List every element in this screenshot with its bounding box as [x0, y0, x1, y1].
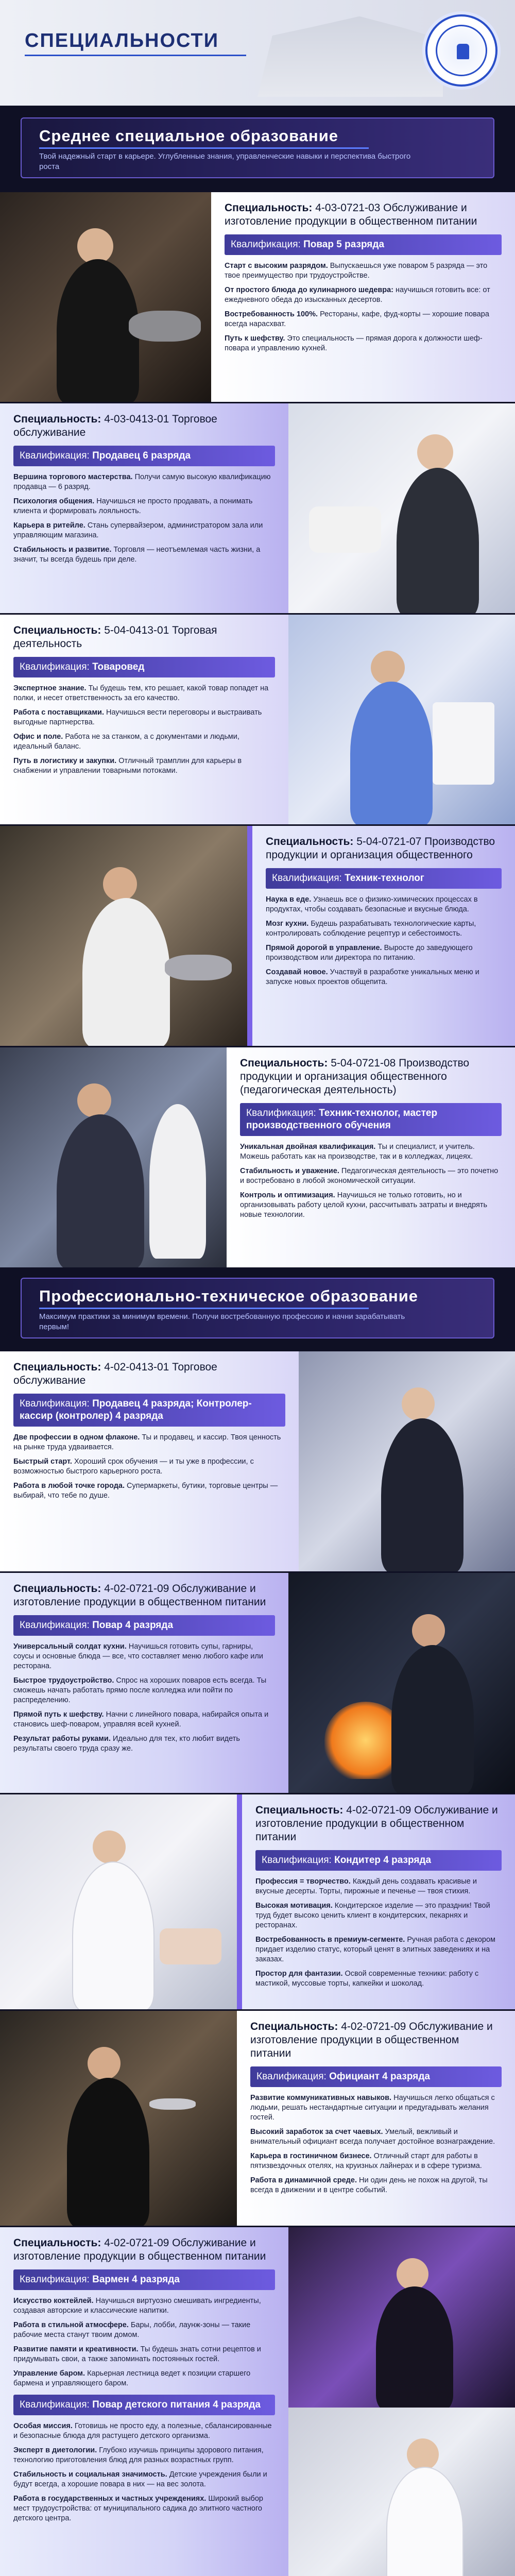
specialty-card: [0, 2226, 515, 2576]
benefit-item: Путь к шефству. Это специальность — прямая дорога к должности шеф-повара и управлению кухней.: [225, 334, 483, 352]
card-info: [242, 1794, 515, 2009]
card-info: [0, 403, 288, 613]
qualification-badge: Квалификация: Кондитер 4 разряда: [255, 1850, 502, 1871]
specialty-card: [0, 1793, 515, 2009]
specialty-card: [0, 824, 515, 1046]
specialty-name: Специальность: 4-03-0721-03 Обслуживание и изготовление продукции в общественном питании: [225, 202, 477, 227]
card-accent: [237, 1794, 242, 2009]
qualification-badge: Квалификация: Повар детского питания 4 разряда: [13, 2395, 275, 2415]
photo-cashier: [299, 1351, 515, 1571]
benefit-item: Прямой путь к шефству. Начни с линейного повара, набирайся опыта и становись шеф-поваром, управляя всей кухней.: [13, 1710, 269, 1728]
section-title-bar: [39, 147, 369, 149]
benefit-item: Две профессии в одном флаконе. Ты и продавец, и кассир. Твоя ценность на рынке труда удваивается.: [13, 1433, 281, 1451]
benefit-item: Путь в логистику и закупки. Отличный трамплин для карьеры в снабжении и управлении товарными потоками.: [13, 757, 242, 775]
benefit-item: Старт с высоким разрядом. Выпускаешься уже поваром 5 разряда — это твое преимущество при трудоустройстве.: [225, 262, 488, 280]
specialty-name: Специальность: 5-04-0721-07 Производство продукции и организация общественного: [266, 836, 495, 861]
college-logo: [425, 14, 497, 87]
specialty-name: Специальность: 5-04-0721-08 Производство продукции и организация общественного (педагогическая деятельность): [240, 1057, 470, 1096]
section-title: Среднее специальное образование: [39, 127, 339, 145]
benefit-item: Высокий заработок за счет чаевых. Умелый, вежливый и внимательный официант всегда получает достойное вознаграждение.: [250, 2128, 495, 2146]
qualification-badge: Квалификация: Вармен 4 разряда: [13, 2269, 275, 2290]
specialty-card: [0, 191, 515, 402]
specialty-card: [0, 1046, 515, 1267]
qualification-badge: Квалификация: Продавец 6 разряда: [13, 446, 275, 466]
page-title: СПЕЦИАЛЬНОСТИ: [25, 30, 219, 52]
card-accent: [247, 826, 252, 1046]
card-info: [0, 1351, 299, 1571]
page-header: [0, 0, 515, 106]
benefit-item: Востребованность 100%. Рестораны, кафе, фуд-корты — хорошие повара всегда нарасхват.: [225, 310, 489, 328]
benefit-item: Прямой дорогой в управление. Выросте до заведующего производством или директора по питанию.: [266, 944, 473, 962]
card-info: [237, 2011, 515, 2226]
benefit-item: Работа в любой точке города. Супермаркеты, бутики, торговые центры — выбирай, что тебе по душе.: [13, 1482, 278, 1500]
photo-cook-fire: [288, 1573, 515, 1793]
qualification-badge: Квалификация: Товаровед: [13, 657, 275, 677]
benefit-item: Управление баром. Карьерная лестница ведет к позиции старшего бармена и управляющего баром.: [13, 2369, 251, 2387]
benefit-item: Вершина торгового мастерства. Получи самую высокую квалификацию продавца — 6 разряд.: [13, 473, 271, 491]
photo-seller: [288, 403, 515, 613]
benefit-item: Уникальная двойная квалификация. Ты и специалист, и учитель. Можешь работать как на производстве, так и в колледжах, лицеях.: [240, 1143, 475, 1161]
specialty-card: [0, 1571, 515, 1793]
specialty-name: Специальность: 4-03-0413-01 Торговое обслуживание: [13, 413, 217, 438]
specialty-name: Специальность: 4-02-0721-09 Обслуживание и изготовление продукции в общественном питании: [255, 1804, 498, 1843]
specialty-name: Специальность: 5-04-0413-01 Торговая деятельность: [13, 624, 217, 650]
benefit-item: Простор для фантазии. Освой современные техники: работу с мастикой, муссовые торты, капкейки и шоколад.: [255, 1970, 479, 1988]
photo-merchandiser: [288, 615, 515, 824]
specialty-name: Специальность: 4-02-0413-01 Торговое обслуживание: [13, 1361, 217, 1386]
benefit-item: Универсальный солдат кухни. Научишься готовить супы, гарниры, соусы и основные блюда — все, что составляет меню любого кафе или ресторана.: [13, 1642, 263, 1670]
benefit-item: Работа в государственных и частных учреждениях. Широкий выбор мест трудоустройства: от муниципального садика до элитного частного детского центра.: [13, 2495, 263, 2522]
benefit-item: Работа с поставщиками. Научишься вести переговоры и выстраивать выгодные партнерства.: [13, 708, 262, 726]
benefit-item: Работа в стильной атмосфере. Бары, лобби, лаунж-зоны — такие рабочие места станут твоим домом.: [13, 2321, 251, 2339]
benefit-item: Наука в еде. Узнаешь все о физико-химических процессах в продуктах, чтобы создавать безопасные и вкусные блюда.: [266, 895, 478, 913]
benefit-item: Карьера в ритейле. Стань супервайзером, администратором зала или управляющим магазина.: [13, 521, 263, 539]
qualification-badge: Квалификация: Техник-технолог: [266, 868, 502, 889]
benefit-item: Высокая мотивация. Кондитерское изделие — это праздник! Твой труд будет высоко ценить клиент в кондитерских, пекарнях и ресторанах.: [255, 1902, 490, 1929]
card-info: [227, 1047, 515, 1267]
benefit-item: Быстрое трудоустройство. Спрос на хороших поваров есть всегда. Ты сможешь начать работать прямо после колледжа или пойти по распределению.: [13, 1676, 267, 1704]
specialty-card: [0, 1350, 515, 1571]
benefit-item: Стабильность и социальная значимость. Детские учреждения были и будут всегда, а хорошие повара в них — на вес золота.: [13, 2470, 267, 2488]
specialty-name: Специальность: 4-02-0721-09 Обслуживание и изготовление продукции в общественном питании: [13, 2237, 266, 2262]
qualification-badge: Квалификация: Официант 4 разряда: [250, 2066, 502, 2087]
qualification-badge: Квалификация: Повар 5 разряда: [225, 234, 502, 255]
benefit-item: Работа в динамичной среде. Ни один день не похож на другой, ты всегда в движении и в центре событий.: [250, 2176, 488, 2194]
photo-confectioner: [0, 1794, 237, 2009]
section-vocational-education: [21, 1278, 494, 1338]
benefit-item: Контроль и оптимизация. Научишься не только готовить, но и организовывать работу целой кухни, рассчитывать затраты и внедрять новые технологии.: [240, 1191, 488, 1219]
benefit-item: От простого блюда до кулинарного шедевра: научишься готовить все: от ежедневного обеда до изысканных десертов.: [225, 286, 490, 304]
photo-cook: [0, 192, 211, 402]
section-title-bar: [39, 1308, 369, 1309]
specialty-card: [0, 2009, 515, 2226]
section-title: Профессионально-техническое образование: [39, 1287, 419, 1305]
card-info: [211, 192, 515, 402]
benefit-item: Развитие памяти и креативности. Ты будешь знать сотни рецептов и придумывать свои, а также запоминать постоянных гостей.: [13, 2345, 261, 2363]
photo-teacher-technologist: [0, 1047, 227, 1267]
benefit-item: Стабильность и уважение. Педагогическая деятельность — это почетно и востребовано в любой экономической ситуации.: [240, 1167, 499, 1185]
benefit-item: Быстрый старт. Хороший срок обучения — и ты уже в профессии, с возможностью быстрого карьерного роста.: [13, 1458, 254, 1476]
specialty-card: [0, 402, 515, 613]
qualification-badge: Квалификация: Продавец 4 разряда; Контролер-кассир (контролер) 4 разряда: [13, 1394, 285, 1427]
qualification-badge: Квалификация: Техник-технолог, мастер производственного обучения: [240, 1103, 502, 1136]
benefit-item: Востребованность в премиум-сегменте. Ручная работа с декором придает изделию статус, который ценят в элитных заведениях и на заказах.: [255, 1936, 496, 1963]
title-underline: [25, 55, 246, 56]
benefit-item: Развитие коммуникативных навыков. Научишься легко общаться с людьми, решать нестандартные ситуации и предугадывать желания гостей.: [250, 2094, 495, 2122]
section-secondary-education: [21, 117, 494, 178]
specialty-name: Специальность: 4-02-0721-09 Обслуживание и изготовление продукции в общественном питании: [250, 2021, 493, 2059]
specialty-card: [0, 613, 515, 824]
specialty-name: Специальность: 4-02-0721-09 Обслуживание и изготовление продукции в общественном питании: [13, 1583, 266, 1608]
benefit-item: Мозг кухни. Будешь разрабатывать технологические карты, контролировать соблюдение рецептур и себестоимость.: [266, 920, 476, 938]
photo-technologist: [0, 826, 247, 1046]
photo-children-cook: [288, 2408, 515, 2576]
benefit-item: Карьера в гостиничном бизнесе. Отличный старт для работы в пятизвездочных отелях, на круизных лайнерах и в сфере туризма.: [250, 2152, 482, 2170]
photo-waiter: [0, 2011, 237, 2226]
qualification-badge: Квалификация: Повар 4 разряда: [13, 1615, 275, 1636]
section-subtitle: Твой надежный старт в карьере. Углубленные знания, управленческие навыки и перспектива быстрого роста: [39, 152, 411, 171]
section-subtitle: Максимум практики за минимум времени. Получи востребованную профессию и начни зарабатывать первым!: [39, 1312, 405, 1331]
benefit-item: Результат работы руками. Идеально для тех, кто любит видеть результаты своего труда сразу же.: [13, 1735, 240, 1753]
card-info: [0, 615, 288, 824]
benefit-item: Офис и поле. Работа не за станком, а с документами и людьми, идеальный баланс.: [13, 733, 239, 751]
card-info: [252, 826, 515, 1046]
benefit-item: Искусство коктейлей. Научишься виртуозно смешивать ингредиенты, создавая авторские и классические напитки.: [13, 2297, 261, 2315]
benefit-item: Стабильность и развитие. Торговля — неотъемлемая часть жизни, а значит, ты всегда будешь при деле.: [13, 546, 261, 564]
photo-bartender: [288, 2227, 515, 2408]
benefit-item: Профессия = творчество. Каждый день создавать красивые и вкусные десерты. Торты, пирожные и печенье — твоя стихия.: [255, 1877, 477, 1895]
card-info: [0, 1573, 288, 1793]
benefit-item: Создавай новое. Участвуй в разработке уникальных меню и запуске новых проектов общепита.: [266, 968, 479, 986]
card-info: [0, 2227, 288, 2576]
benefit-item: Экспертное знание. Ты будешь тем, кто решает, какой товар попадет на полки, и несет ответственность за его качество.: [13, 684, 269, 702]
benefit-item: Особая миссия. Готовишь не просто еду, а полезные, сбалансированные и безопасные блюда для растущего детского организма.: [13, 2422, 272, 2440]
building-image: [258, 9, 443, 97]
benefit-item: Психология общения. Научишься не просто продавать, а понимать клиента и формировать лояльность.: [13, 497, 253, 515]
benefit-item: Эксперт в диетологии. Глубоко изучишь принципы здорового питания, технологию приготовления блюд для разных возрастных групп.: [13, 2446, 264, 2464]
